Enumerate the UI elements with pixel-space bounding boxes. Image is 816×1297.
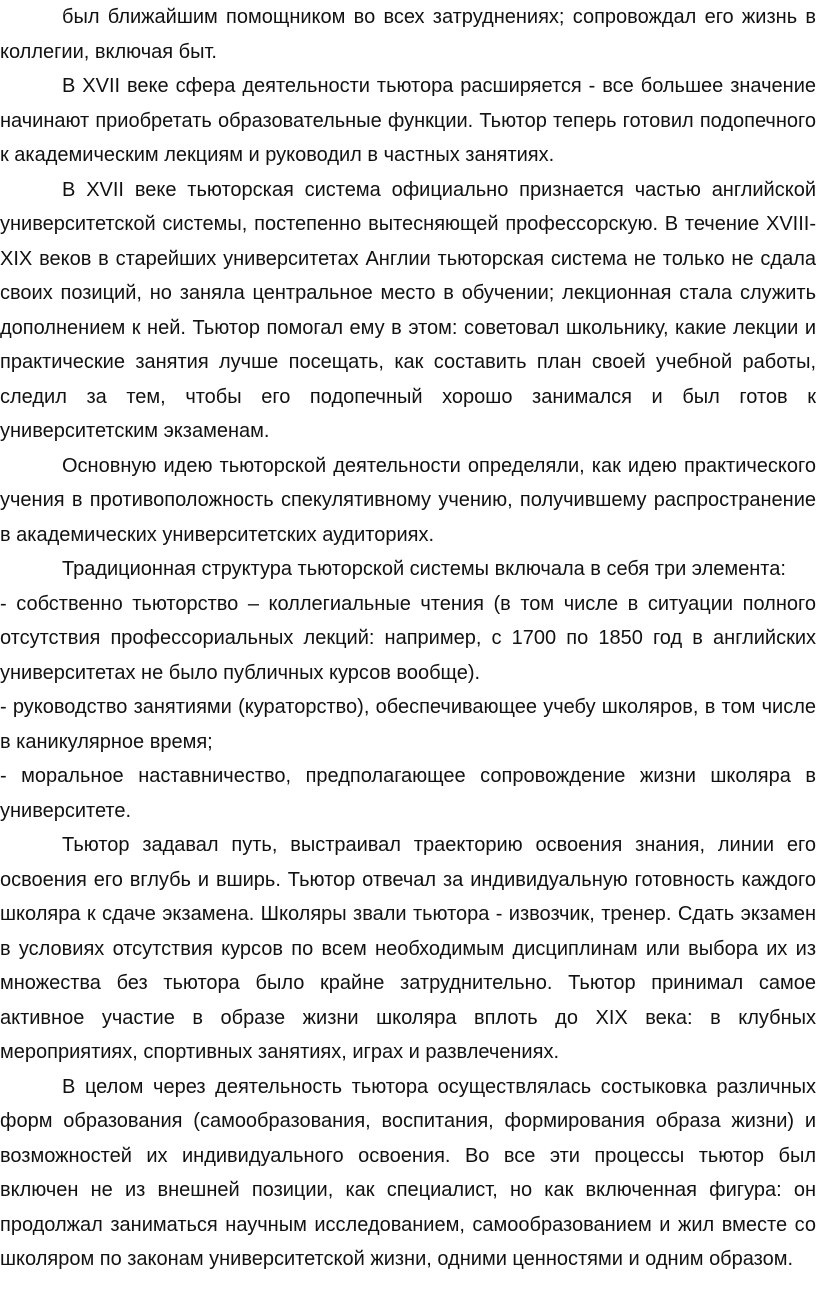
paragraph-conclusion: В целом через деятельность тьютора осуществлялась состыковка различных форм образования (самообразования, воспитания, формирования образа жизни) и возможностей их индивидуального освоения. Во все эти процессы тьютор был включен не из внешней позиции, как специалист, но как включенная фигура: он продолжал заниматься научным исследованием, самообразованием и жил вместе со школяром по законам университетской жизни, одними ценностями и одним образом.	[0, 1075, 816, 1270]
paragraph-structure-intro: Традиционная структура тьюторской системы включала в себя три элемента:	[62, 558, 786, 580]
list-item-curatorship: - руководство занятиями (кураторство), обеспечивающее учебу школяров, в том числе в каникулярное время;	[0, 696, 816, 753]
paragraph-tutorial-system: В XVII веке тьюторская система официально признается частью английской университетской системы, постепенно вытесняющей профессорскую. В течение XVIII-XIX веков в старейших университетах Англии тьюторская система не только не сдала своих позиций, но заняла центральное место в обучении; лекционная стала служить дополнением к ней. Тьютор помогал ему в этом: советовал школьнику, какие лекции и практические занятия лучше посещать, как составить план своей учебной работы, следил за тем, чтобы его подопечный хорошо занимался и был готов к университетским экзаменам.	[0, 178, 816, 442]
paragraph-xvii-functions: В XVII веке сфера деятельности тьютора расширяется - все большее значение начинают приобретать образовательные функции. Тьютор теперь готовил подопечного к академическим лекциям и руководил в частных занятиях.	[0, 75, 816, 166]
paragraph-continuation: был ближайшим помощником во всех затруднениях; сопровождал его жизнь в коллегии, включая быт.	[0, 6, 816, 63]
paragraph-tutor-path: Тьютор задавал путь, выстраивал траекторию освоения знания, линии его освоения его вглубь и вширь. Тьютор отвечал за индивидуальную готовность каждого школяра к сдаче экзамена. Школяры звали тьютора - извозчик, тренер. Сдать экзамен в условиях отсутствия курсов по всем необходимым дисциплинам или выбора их из множества без тьютора было крайне затруднительно. Тьютор принимал самое активное участие в образе жизни школяра вплоть до XIX века: в клубных мероприятиях, спортивных занятиях, играх и развлечениях.	[0, 834, 816, 1063]
list-item-tutoring: - собственно тьюторство – коллегиальные чтения (в том числе в ситуации полного отсутствия профессориальных лекций: например, с 1700 по 1850 год в английских университетах не было публичных курсов вообще).	[0, 592, 816, 684]
paragraph-main-idea: Основную идею тьюторской деятельности определяли, как идею практического учения в противоположность спекулятивному учению, получившему распространение в академических университетских аудиториях.	[0, 454, 816, 546]
list-item-mentoring: - моральное наставничество, предполагающее сопровождение жизни школяра в университете.	[0, 765, 816, 822]
